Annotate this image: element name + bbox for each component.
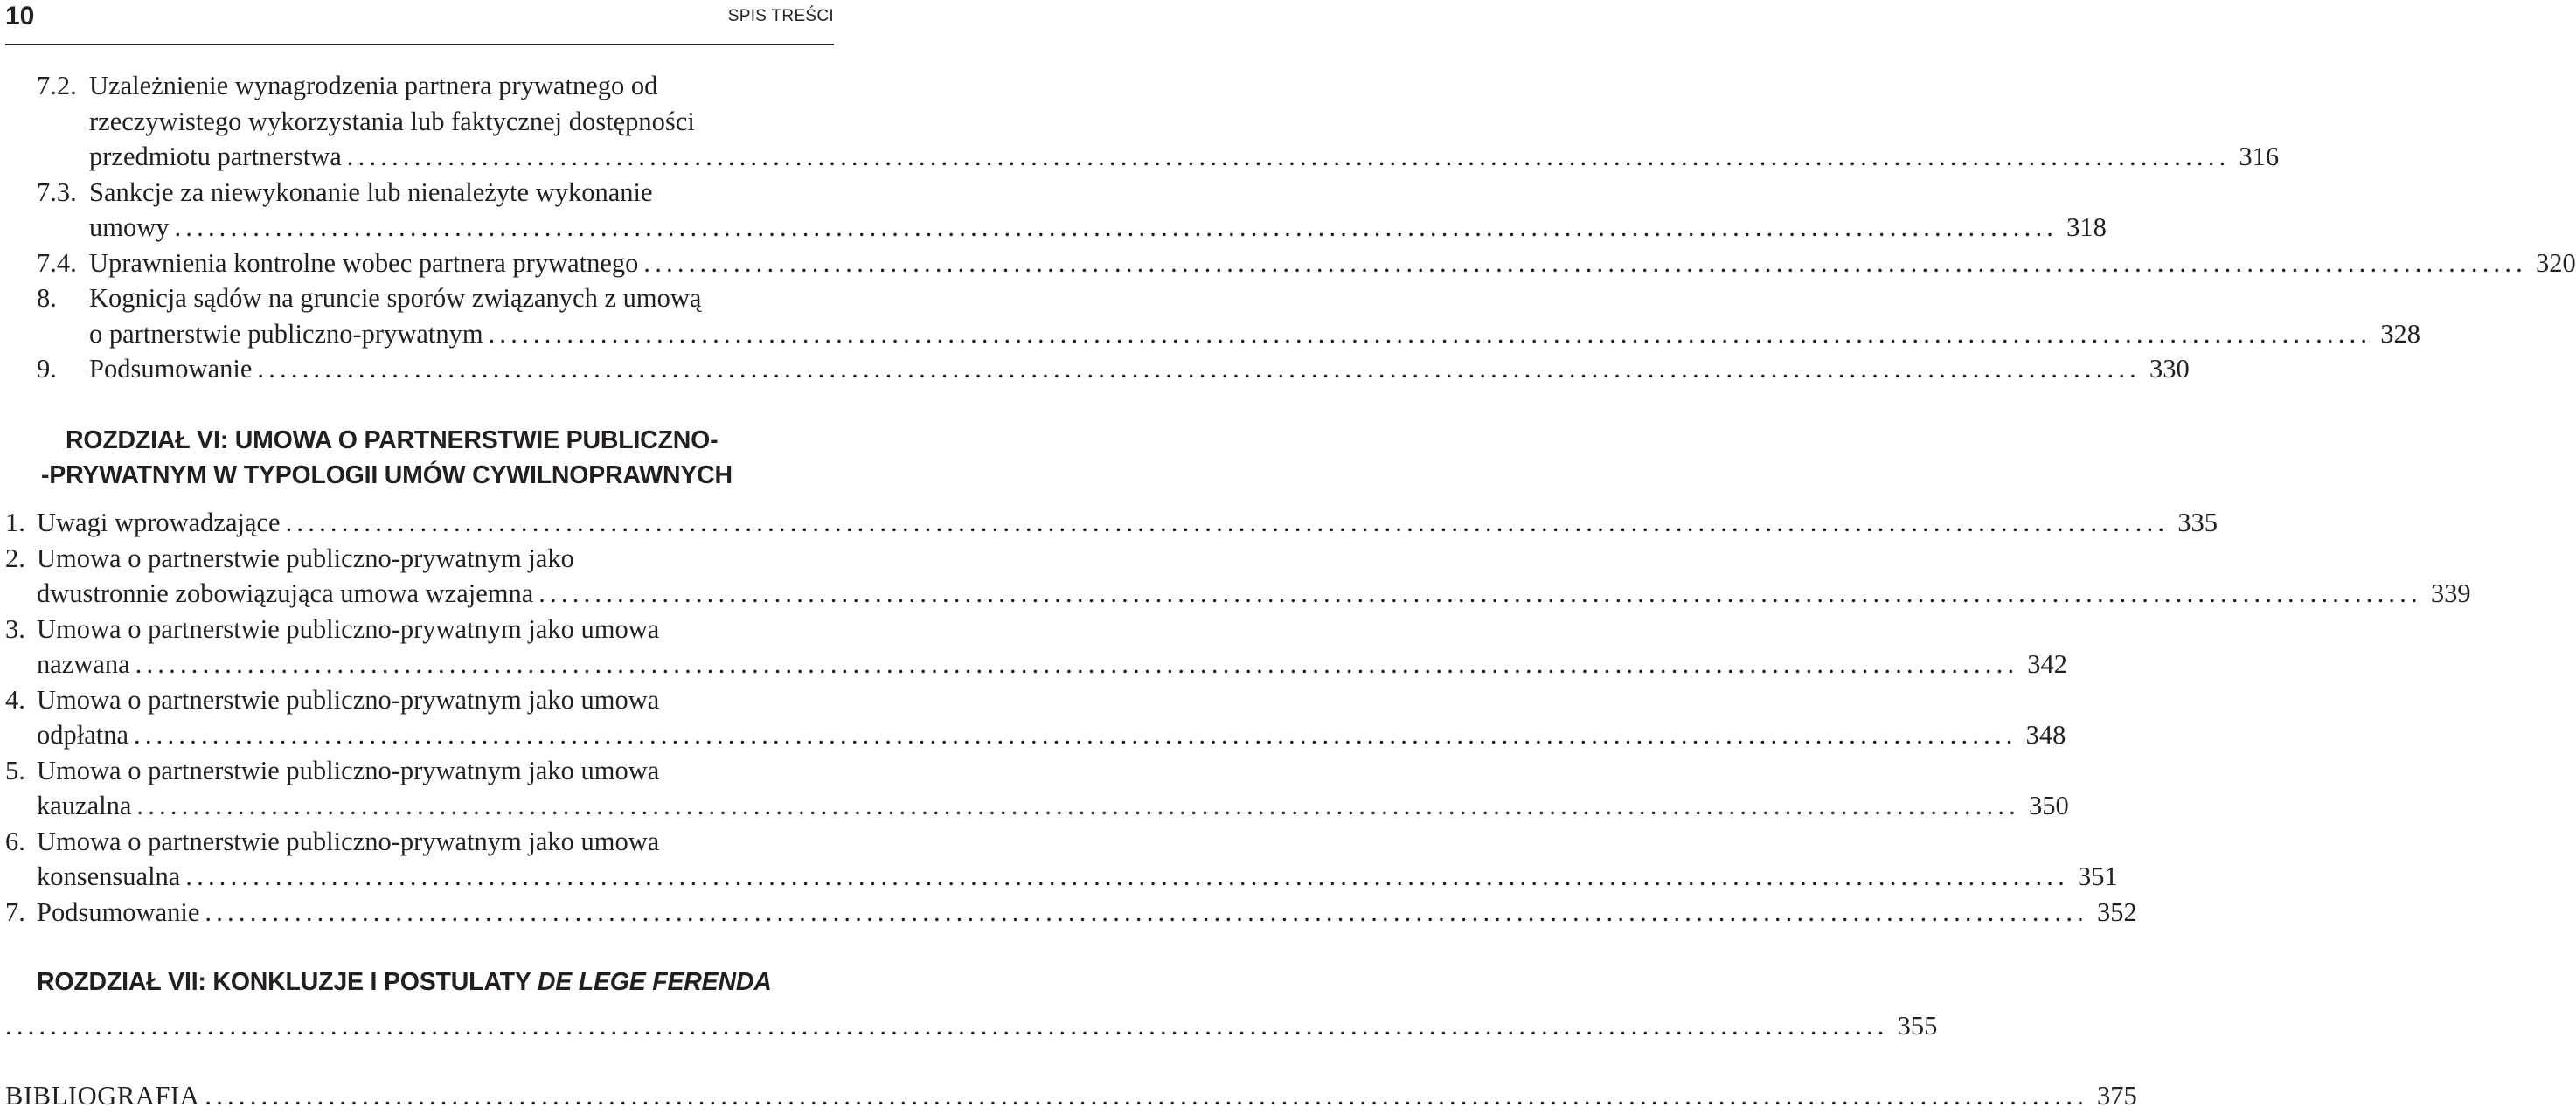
entry-page-number: 355 [1889, 1008, 1938, 1044]
page-header [5, 0, 834, 45]
entry-title-line: Umowa o partnerstwie publiczno-prywatnym jako [37, 543, 574, 573]
entry-title-line: Umowa o partnerstwie publiczno-prywatnym jako umowa [37, 826, 660, 856]
entry-page-number: 342 [2018, 647, 2067, 682]
entry-page-number: 375 [2088, 1078, 2137, 1114]
entry-title-line: Uzależnienie wynagrodzenia partnera prywatnego od [89, 71, 658, 100]
chapter-7-heading [37, 965, 772, 1000]
leader-dots: ........................................................................................................................................................................ [5, 1011, 1889, 1041]
entry-number: 7.2. [37, 71, 77, 100]
entry-title: Podsumowanie [37, 895, 205, 931]
entry-page-number: 330 [2141, 351, 2190, 387]
entry-page-number: 335 [2169, 505, 2218, 541]
entry-title: nazwana [37, 647, 135, 682]
leader-dots: ........................................................................................................................................................................ [136, 791, 2020, 820]
entry-page-number: 316 [2230, 139, 2279, 175]
leader-dots: ........................................................................................................................................................................ [205, 1081, 2089, 1111]
running-head: SPIS TREŚCI [727, 7, 834, 25]
entry-page-number: 320 [2527, 246, 2576, 281]
entry-title: dwustronnie zobowiązująca umowa wzajemna [37, 576, 538, 612]
entry-page-number: 318 [2058, 210, 2107, 246]
bibliography-title: BIBLIOGRAFIA [5, 1078, 205, 1114]
leader-dots: ........................................................................................................................................................................ [205, 896, 2088, 927]
chapter-7-title-italic: DE LEGE FERENDA [537, 968, 772, 996]
entry-title-line: Sankcje za niewykonanie lub nienależyte wykonanie [89, 176, 653, 207]
entry-number: 1. [5, 508, 25, 537]
entry-number: 9. [37, 354, 57, 384]
chapter-7-page-line[interactable] [5, 1008, 1938, 1044]
chapter-7-title: ROZDZIAŁ VII: KONKLUZJE I POSTULATY [37, 968, 538, 996]
entry-title: odpłatna [37, 717, 134, 753]
entry-page-number: 352 [2088, 895, 2137, 931]
entry-number: 6. [5, 826, 25, 856]
leader-dots: ........................................................................................................................................................................ [174, 212, 2059, 242]
entry-title-line: Umowa o partnerstwie publiczno-prywatnym jako umowa [37, 755, 660, 785]
entry-page-number: 348 [2017, 717, 2066, 753]
entry-number: 8. [37, 283, 57, 313]
entry-title: konsensualna [37, 859, 185, 895]
entry-title: Uwagi wprowadzające [37, 505, 286, 541]
leader-dots: ........................................................................................................................................................................ [488, 318, 2372, 349]
entry-number: 3. [5, 613, 25, 644]
leader-dots: ........................................................................................................................................................................ [134, 720, 2017, 750]
entry-title-line: Umowa o partnerstwie publiczno-prywatnym jako umowa [37, 613, 660, 644]
leader-dots: ........................................................................................................................................................................ [257, 354, 2141, 384]
leader-dots: ........................................................................................................................................................................ [643, 247, 2528, 278]
entry-title: kauzalna [37, 788, 136, 824]
entry-title: o partnerstwie publiczno-prywatnym [89, 316, 489, 352]
entry-page-number: 350 [2020, 788, 2069, 824]
entry-page-number: 351 [2069, 859, 2118, 895]
entry-title: Podsumowanie [89, 351, 257, 387]
chapter-6-heading [41, 423, 733, 493]
entry-number: 2. [5, 543, 25, 573]
toc-entry-bibliography[interactable] [5, 1078, 2137, 1114]
leader-dots: ........................................................................................................................................................................ [185, 861, 2069, 891]
entry-title-line: Kognicja sądów na gruncie sporów związanych z umową [89, 283, 702, 313]
entry-title: przedmiotu partnerstwa [89, 139, 347, 175]
chapter-6-title-line-1: ROZDZIAŁ VI: UMOWA O PARTNERSTWIE PUBLICZNO- [66, 426, 719, 454]
leader-dots: ........................................................................................................................................................................ [135, 649, 2019, 679]
chapter-6-title-line-2: -PRYWATNYM W TYPOLOGII UMÓW CYWILNOPRAWNYCH [41, 461, 733, 489]
entry-number: 7.4. [37, 247, 77, 278]
entry-title: umowy [89, 210, 175, 246]
leader-dots: ........................................................................................................................................................................ [538, 578, 2422, 608]
leader-dots: ........................................................................................................................................................................ [285, 508, 2170, 537]
entry-number: 7. [5, 896, 25, 927]
entry-number: 7.3. [37, 176, 77, 207]
entry-title: Uprawnienia kontrolne wobec partnera prywatnego [89, 246, 643, 281]
entry-title-line: rzeczywistego wykorzystania lub faktycznej dostępności [89, 106, 695, 136]
entry-number: 4. [5, 684, 25, 715]
leader-dots: ........................................................................................................................................................................ [346, 142, 2231, 171]
page-number: 10 [5, 2, 35, 31]
entry-title-line: Umowa o partnerstwie publiczno-prywatnym jako umowa [37, 684, 660, 715]
entry-page-number: 339 [2422, 576, 2471, 612]
entry-page-number: 328 [2371, 316, 2420, 352]
entry-number: 5. [5, 755, 25, 785]
